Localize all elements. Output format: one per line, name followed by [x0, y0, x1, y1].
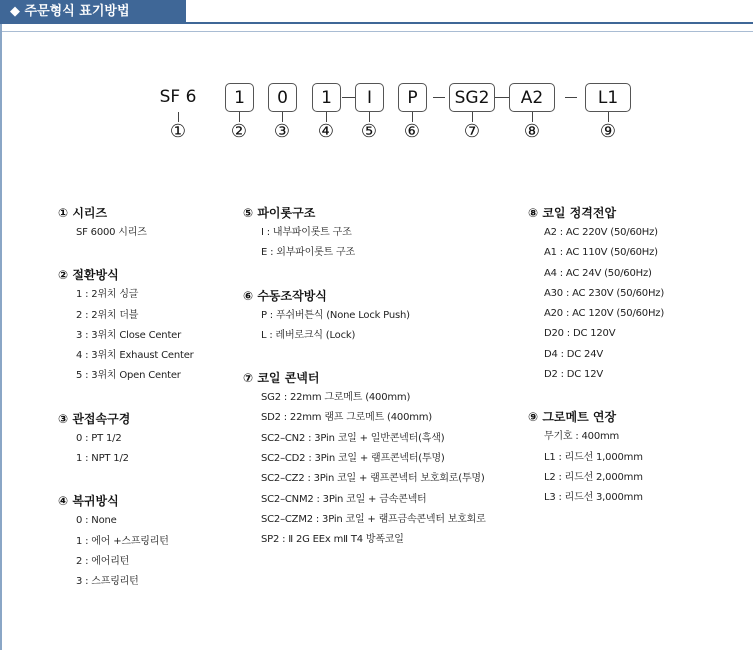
code-marker-3: ③ [273, 121, 291, 142]
spec-item: L2 : 리드선 2,000mm [544, 471, 643, 483]
spec-item: 1 : 2위치 싱글 [76, 289, 139, 301]
code-token-port: 0 [268, 83, 297, 112]
spec-item: A4 : AC 24V (50/60Hz) [544, 267, 652, 279]
spec-item: 1 : 에어 +스프링리턴 [76, 535, 169, 547]
spec-item: 5 : 3위치 Open Center [76, 370, 181, 382]
code-token-return: 1 [312, 83, 341, 112]
section-title-switching: ② 절환방식 [58, 268, 119, 283]
spec-item: 0 : None [76, 515, 117, 527]
section-title-return: ④ 복귀방식 [58, 494, 119, 509]
spec-item: SC2–CD2 : 3Pin 코일 + 램프콘넥터(투명) [261, 453, 445, 465]
code-marker-5: ⑤ [360, 121, 378, 142]
spec-item: P : 푸쉬버튼식 (None Lock Push) [261, 309, 410, 321]
spec-item: D20 : DC 120V [544, 328, 616, 340]
section-title-manual: ⑥ 수동조작방식 [243, 288, 327, 303]
section-title-port-size: ③ 관접속구경 [58, 411, 131, 426]
spec-item: 4 : 3위치 Exhaust Center [76, 350, 194, 362]
spec-item: E : 외부파이롯트 구조 [261, 247, 355, 259]
section-title-voltage: ⑧ 코일 정격전압 [528, 206, 617, 220]
code-marker-2: ② [230, 121, 248, 142]
section-title-pilot: ⑤ 파이롯구조 [243, 206, 316, 220]
spec-item: D2 : DC 12V [544, 369, 604, 381]
section-title-connector: ⑦ 코일 콘넥터 [243, 371, 320, 386]
code-token-series: SF 6 [159, 87, 197, 107]
spec-item: SP2 : Ⅱ 2G EEx mⅡ T4 방폭코일 [261, 534, 404, 546]
spec-item: L : 레버로크식 (Lock) [261, 329, 356, 341]
spec-item: A20 : AC 120V (50/60Hz) [544, 308, 665, 320]
code-token-connector: SG2 [449, 83, 495, 112]
section-title-series: ① 시리즈 [58, 206, 108, 220]
spec-item: 무기호 : 400mm [544, 431, 620, 443]
code-marker-7: ⑦ [463, 121, 481, 142]
spec-item: L3 : 리드선 3,000mm [544, 492, 643, 504]
code-token-manual: P [398, 83, 427, 112]
code-token-pilot: I [355, 83, 384, 112]
spec-item: SC2–CZM2 : 3Pin 코일 + 램프금속콘넥터 보호회로 [261, 513, 486, 525]
code-dash [433, 97, 445, 98]
spec-item: 2 : 2위치 더블 [76, 309, 139, 321]
code-token-voltage: A2 [509, 83, 555, 112]
frame-left-line [0, 24, 2, 650]
spec-item: SC2–CZ2 : 3Pin 코일 + 램프콘넥터 보호회로(투명) [261, 473, 485, 485]
spec-item: A1 : AC 110V (50/60Hz) [544, 247, 658, 259]
frame-top-line [0, 24, 753, 32]
code-marker-6: ⑥ [403, 121, 421, 142]
spec-item: SF 6000 시리즈 [76, 227, 147, 238]
spec-item: D4 : DC 24V [544, 348, 604, 360]
spec-item: I : 내부파이롯트 구조 [261, 227, 352, 238]
code-token-switching: 1 [225, 83, 254, 112]
spec-item: 0 : PT 1/2 [76, 432, 122, 444]
code-marker-4: ④ [317, 121, 335, 142]
spec-item: 1 : NPT 1/2 [76, 453, 129, 465]
code-marker-8: ⑧ [523, 121, 541, 142]
code-marker-1: ① [169, 121, 187, 142]
spec-item: A30 : AC 230V (50/60Hz) [544, 287, 665, 299]
section-header: ◆ 주문형식 표기방법 [0, 0, 186, 24]
spec-item: L1 : 리드선 1,000mm [544, 451, 643, 463]
spec-item: SC2–CNM2 : 3Pin 코일 + 금속콘넥터 [261, 493, 427, 505]
section-title-grommet: ⑨ 그로메트 연장 [528, 410, 617, 425]
spec-column-3 [528, 203, 753, 509]
code-token-lead: L1 [585, 83, 631, 112]
spec-item: 2 : 에어리턴 [76, 555, 130, 567]
code-dash [565, 97, 577, 98]
code-marker-9: ⑨ [599, 121, 617, 142]
spec-item: SD2 : 22mm 램프 그로메트 (400mm) [261, 412, 433, 424]
code-dash [342, 97, 355, 98]
spec-column-2 [243, 203, 503, 551]
spec-item: 3 : 스프링리턴 [76, 576, 139, 588]
code-dash [495, 97, 509, 98]
spec-item: 3 : 3위치 Close Center [76, 329, 182, 341]
spec-item: SC2–CN2 : 3Pin 코일 + 일반콘넥터(흑색) [261, 432, 445, 444]
spec-item: A2 : AC 220V (50/60Hz) [544, 227, 658, 238]
spec-item: SG2 : 22mm 그로메트 (400mm) [261, 392, 411, 404]
